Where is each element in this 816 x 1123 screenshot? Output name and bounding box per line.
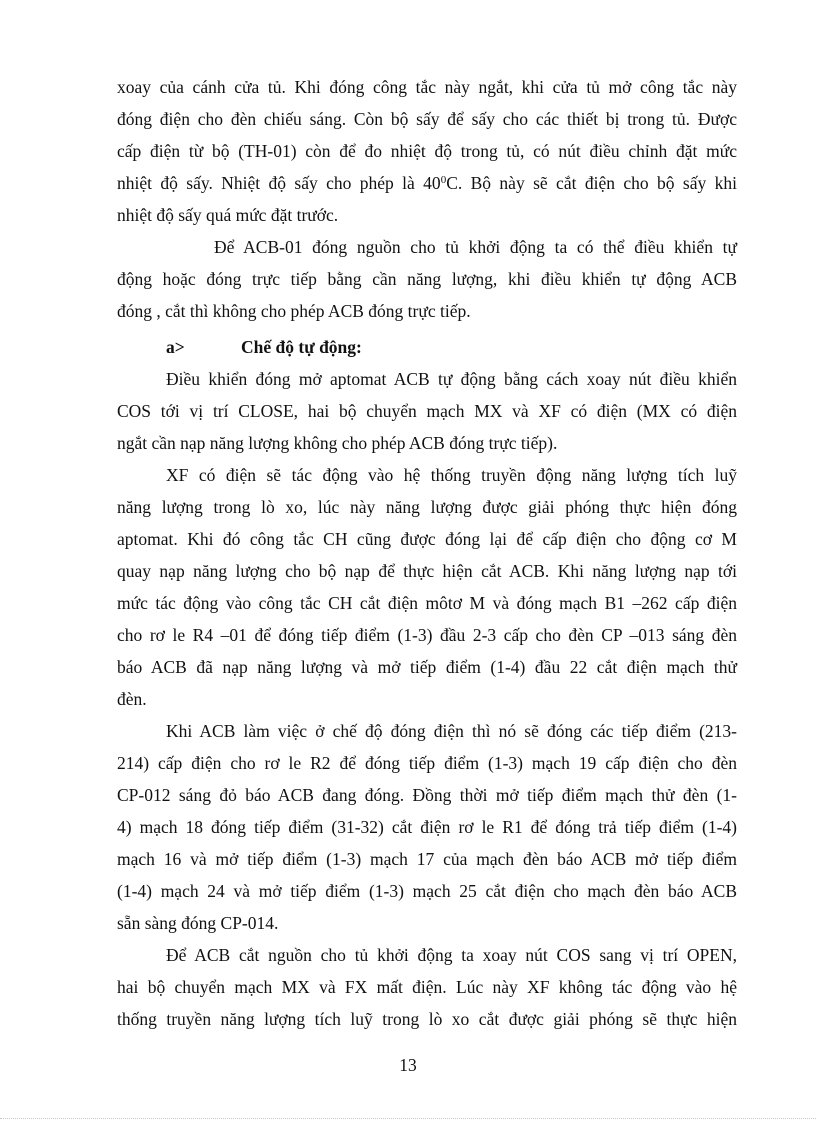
temperature-text-start: nhiệt độ sấy. Nhiệt độ sấy cho phép là 40 <box>117 173 441 193</box>
body-text-line: đèn. <box>117 689 147 709</box>
body-text-line: động hoặc đóng trực tiếp bằng cần năng lượng, khi điều khiển tự động ACB <box>117 269 737 289</box>
body-text-line: aptomat. Khi đó công tắc CH cũng được đóng lại để cấp điện cho động cơ M <box>117 529 737 549</box>
body-text-line: 214) cấp điện cho rơ le R2 để đóng tiếp điểm (1-3) mạch 19 cấp điện cho đèn <box>117 753 737 773</box>
body-text-line: Điều khiển đóng mở aptomat ACB tự động bằng cách xoay nút điều khiển <box>166 369 737 389</box>
body-text-line: hai bộ chuyển mạch MX và FX mất điện. Lúc này XF không tác động vào hệ <box>117 977 737 997</box>
body-text-line: cho rơ le R4 –01 để đóng tiếp điểm (1-3) đầu 2-3 cấp cho đèn CP –013 sáng đèn <box>117 625 737 645</box>
body-text-line: mức tác động vào công tắc CH cắt điện môtơ M và đóng mạch B1 –262 cấp điện <box>117 593 737 613</box>
body-text-line: XF có điện sẽ tác động vào hệ thống truyền động năng lượng tích luỹ <box>166 465 737 485</box>
degree-superscript: 0 <box>440 174 447 186</box>
body-text-line: Để ACB cắt nguồn cho tủ khởi động ta xoay nút COS sang vị trí OPEN, <box>166 945 737 965</box>
body-text-line: nhiệt độ sấy quá mức đặt trước. <box>117 205 339 225</box>
body-text-line: Để ACB-01 đóng nguồn cho tủ khởi động ta có thể điều khiển tự <box>214 237 737 257</box>
section-marker: a> <box>166 337 185 357</box>
section-title: Chế độ tự động: <box>241 337 362 357</box>
body-text-line: mạch 16 và mở tiếp điểm (1-3) mạch 17 của mạch đèn báo ACB mở tiếp điểm <box>117 849 737 869</box>
body-text-line: (1-4) mạch 24 và mở tiếp điểm (1-3) mạch 25 cắt điện cho mạch đèn báo ACB <box>117 881 737 901</box>
body-text-line: Khi ACB làm việc ở chế độ đóng điện thì nó sẽ đóng các tiếp điểm (213- <box>166 721 737 741</box>
temperature-text-end: C. Bộ này sẽ cắt điện cho bộ sấy khi <box>446 173 737 193</box>
body-text-line: đóng , cắt thì không cho phép ACB đóng trực tiếp. <box>117 301 471 321</box>
body-text-line: cấp điện từ bộ (TH-01) còn để đo nhiệt độ trong tủ, có nút điều chỉnh đặt mức <box>117 141 737 161</box>
page-bottom-divider <box>0 1118 816 1119</box>
body-text-line: quay nạp năng lượng cho bộ nạp để thực hiện cắt ACB. Khi năng lượng nạp tới <box>117 561 737 581</box>
body-text-line: xoay của cánh cửa tủ. Khi đóng công tắc này ngắt, khi cửa tủ mở công tắc này <box>117 77 737 97</box>
body-text-line: đóng điện cho đèn chiếu sáng. Còn bộ sấy để sấy cho các thiết bị trong tủ. Được <box>117 109 737 129</box>
body-text-line: báo ACB đã nạp năng lượng và mở tiếp điểm (1-4) đầu 22 cắt điện mạch thử <box>117 657 737 677</box>
body-text-line <box>117 172 737 194</box>
body-text-line: CP-012 sáng đỏ báo ACB đang đóng. Đồng thời mở tiếp điểm mạch thử đèn (1- <box>117 785 737 805</box>
body-text-line: thống truyền năng lượng tích luỹ trong lò xo cắt được giải phóng sẽ thực hiện <box>117 1009 737 1029</box>
page-number: 13 <box>399 1055 417 1075</box>
body-text-line: sẵn sàng đóng CP-014. <box>117 913 279 933</box>
body-text-line: năng lượng trong lò xo, lúc này năng lượng được giải phóng thực hiện đóng <box>117 497 737 517</box>
body-text-line: 4) mạch 18 đóng tiếp điểm (31-32) cắt điện rơ le R1 để đóng trả tiếp điểm (1-4) <box>117 817 737 837</box>
body-text-line: ngắt cần nạp năng lượng không cho phép ACB đóng trực tiếp). <box>117 433 558 453</box>
body-text-line: COS tới vị trí CLOSE, hai bộ chuyển mạch MX và XF có điện (MX có điện <box>117 401 737 421</box>
